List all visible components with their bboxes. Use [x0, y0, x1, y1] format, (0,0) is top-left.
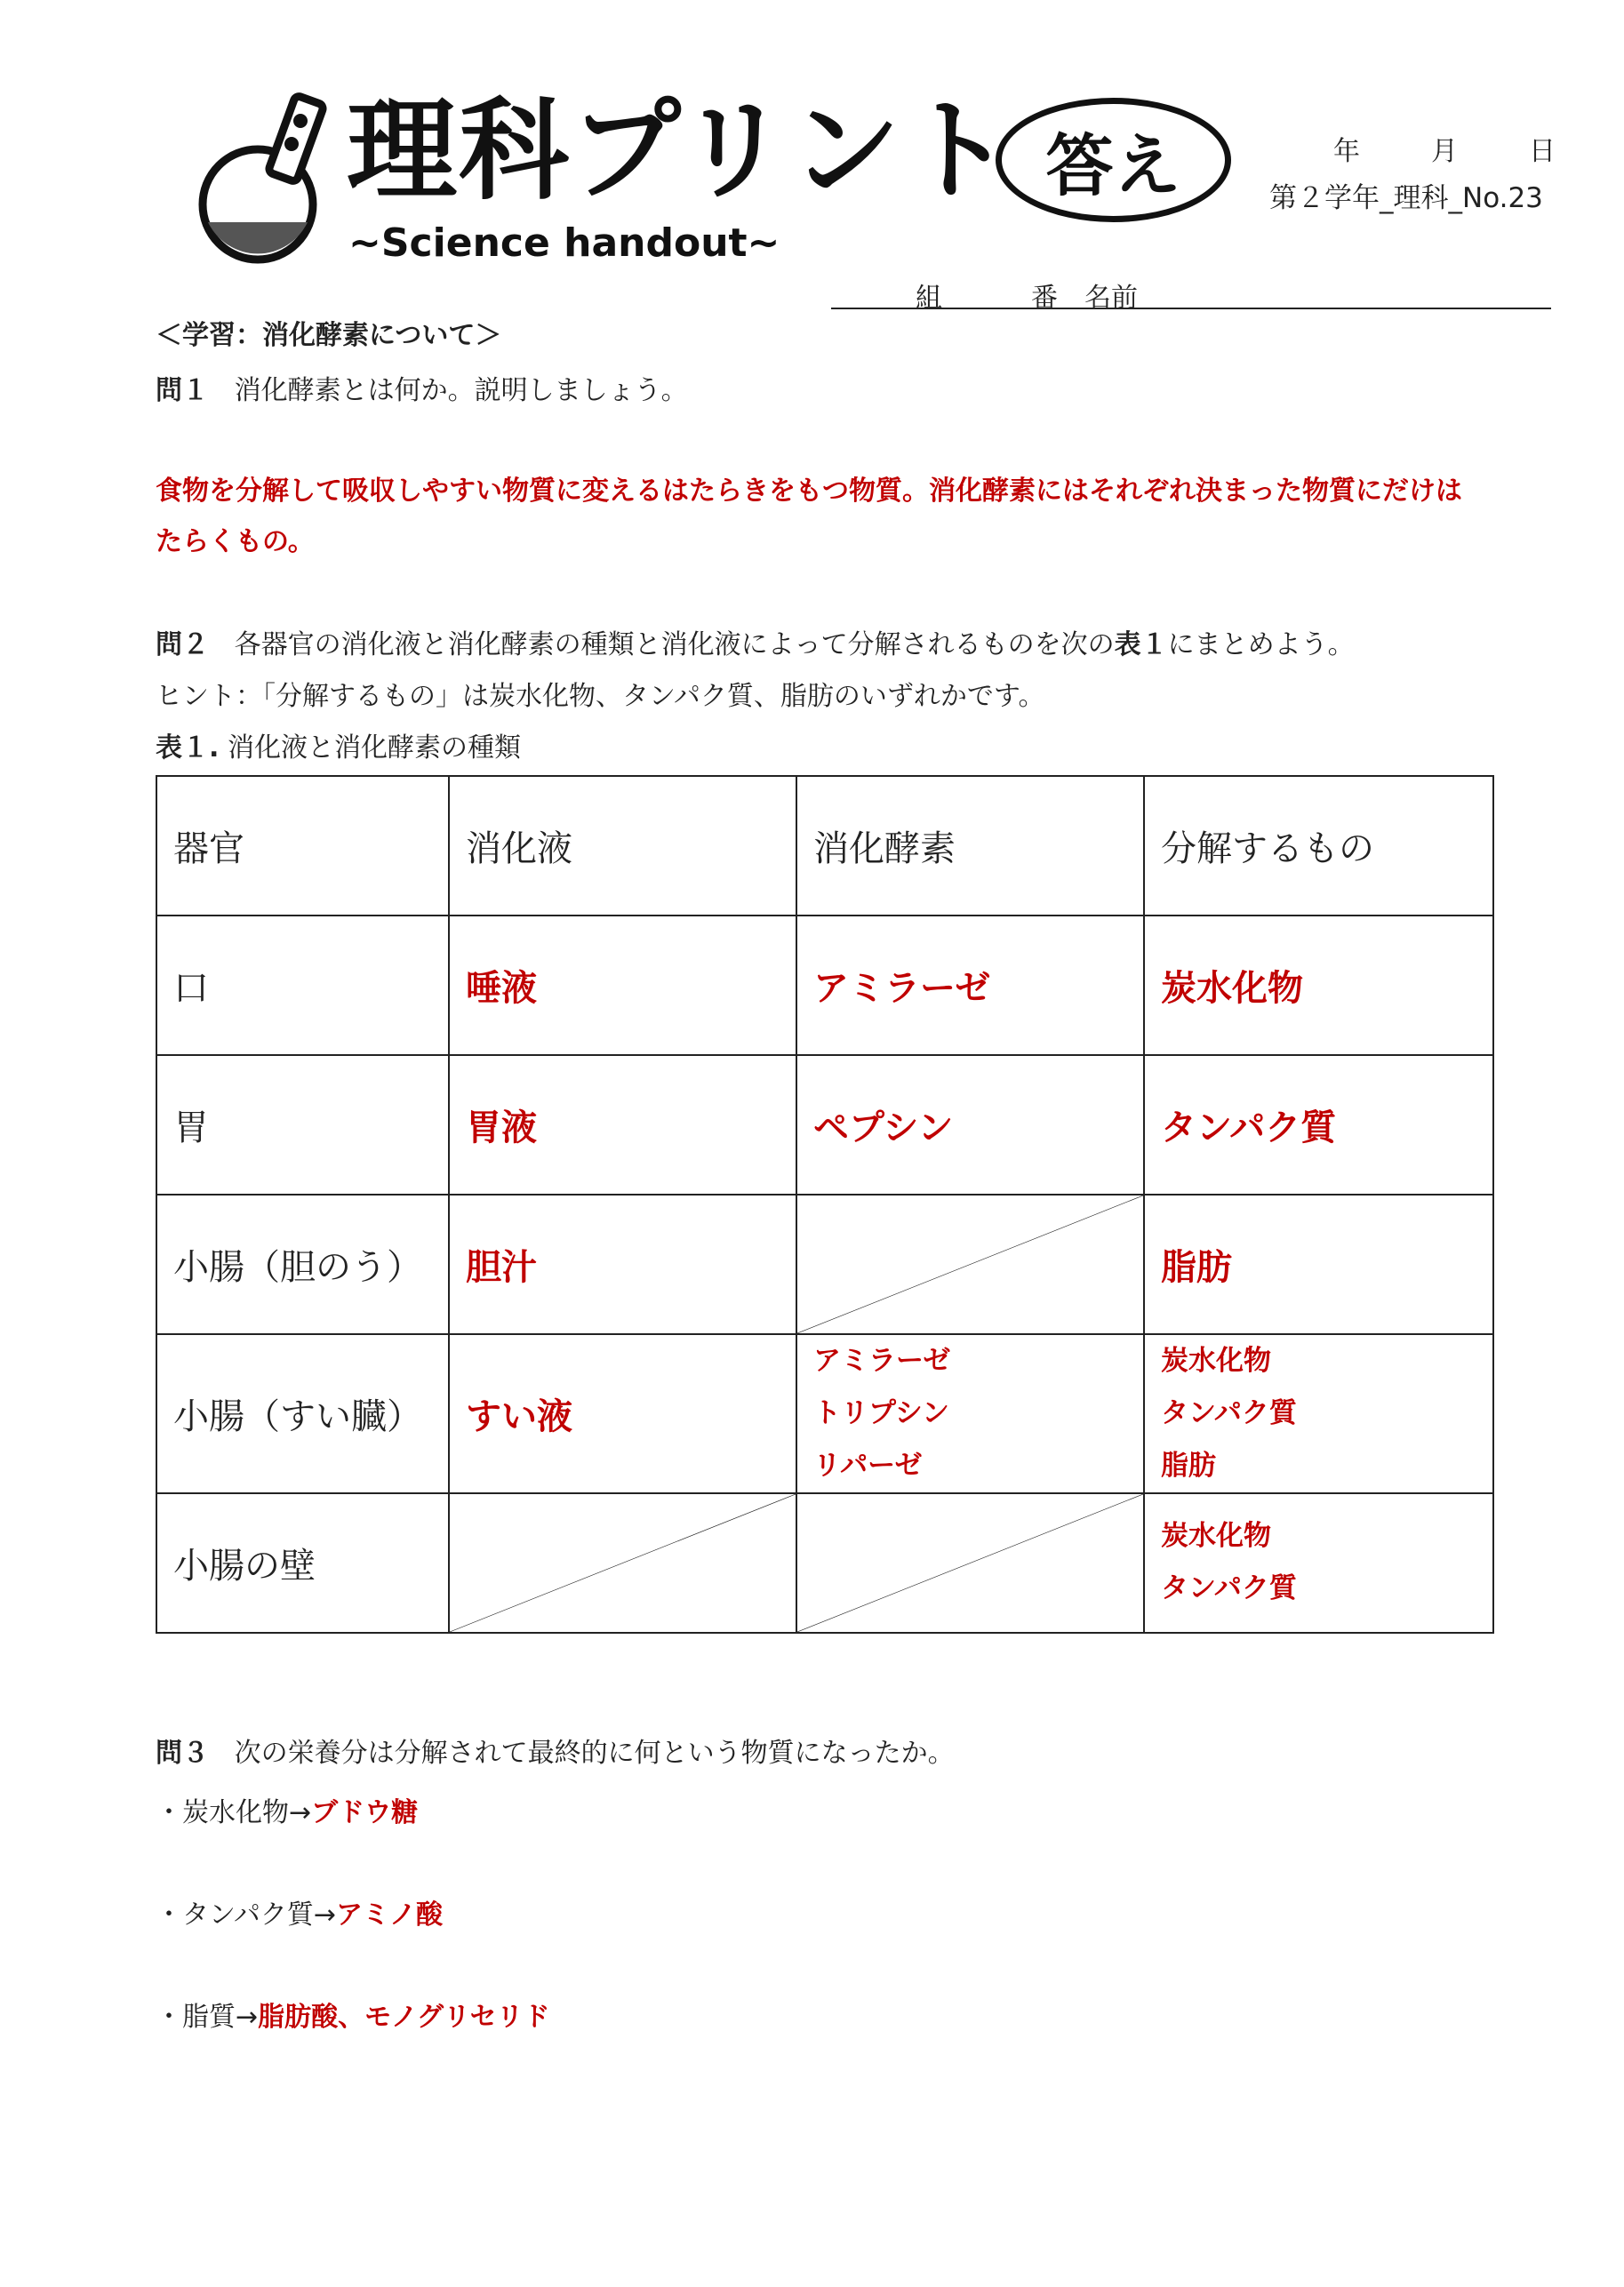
organ-cell: 小腸（胆のう） [156, 1195, 449, 1334]
table-caption-text: 消化液と消化酵素の種類 [227, 732, 521, 764]
table-row [156, 916, 1493, 1055]
empty-diagonal-cell [796, 1195, 1144, 1334]
table-header-row [156, 776, 1493, 916]
target-cell [1144, 1493, 1493, 1633]
page-title: 理科プリント [347, 87, 1015, 215]
table-row [156, 1334, 1493, 1493]
table-label: 表１. [156, 732, 220, 764]
class-label: 組 [916, 283, 942, 314]
header-enzyme: 消化酵素 [796, 776, 1144, 916]
date-year: 年 [1333, 136, 1360, 167]
target-item: タンパク質 [1161, 1572, 1297, 1605]
q3-item-prefix: ・タンパク質→ [156, 1899, 337, 1931]
q2-text-pre: 各器官の消化液と消化酵素の種類と消化液によって分解されるものを次の [234, 629, 1115, 660]
q2-question [156, 629, 1355, 661]
date-day: 日 [1529, 136, 1556, 167]
q1-answer-line2: たらくもの。 [156, 526, 315, 557]
table-row [156, 1055, 1493, 1195]
q2-text-post: にまとめよう。 [1167, 629, 1355, 660]
enzyme-item: リパーゼ [813, 1449, 923, 1482]
table-caption [156, 732, 521, 764]
juice-cell: すい液 [449, 1334, 796, 1493]
q3-item-answer: 脂肪酸、モノグリセリド [258, 2002, 550, 2033]
organ-cell: 口 [156, 916, 449, 1055]
q2-hint: ヒント：「分解するもの」は炭水化物、タンパク質、脂肪のいずれかです。 [156, 681, 1045, 712]
q1-text: 消化酵素とは何か。説明しましょう。 [234, 375, 688, 406]
diagonal-line [797, 1494, 1143, 1632]
organ-cell: 小腸（すい臓） [156, 1334, 449, 1493]
number-label: 番 [1031, 283, 1058, 314]
q1-answer-line1: 食物を分解して吸収しやすい物質に変えるはたらきをもつ物質。消化酵素にはそれぞれ決まった物質にだけは [156, 476, 1462, 507]
q2-label: 問２ [156, 629, 209, 660]
date-month: 月 [1431, 136, 1458, 167]
q3-item [156, 1899, 443, 1931]
target-item: 炭水化物 [1161, 1345, 1271, 1377]
q3-label: 問３ [156, 1738, 209, 1769]
empty-diagonal-cell [449, 1493, 796, 1633]
target-cell: 炭水化物 [1144, 916, 1493, 1055]
empty-diagonal-cell [796, 1493, 1144, 1633]
juice-cell: 唾液 [449, 916, 796, 1055]
q3-item-answer: ブドウ糖 [311, 1797, 419, 1828]
flask-icon [196, 89, 338, 267]
header-organ: 器官 [156, 776, 449, 916]
diagonal-line [450, 1494, 796, 1632]
q1-label: 問１ [156, 375, 209, 406]
organ-cell: 小腸の壁 [156, 1493, 449, 1633]
section-title: ＜学習：消化酵素について＞ [156, 320, 502, 351]
name-label: 名前 [1084, 283, 1138, 314]
q3-text: 次の栄養分は分解されて最終的に何という物質になったか。 [234, 1738, 955, 1769]
answer-badge: 答え [996, 98, 1231, 222]
target-item: タンパク質 [1161, 1396, 1297, 1429]
header-juice: 消化液 [449, 776, 796, 916]
q3-item-prefix: ・炭水化物→ [156, 1797, 312, 1828]
q3-item-answer: アミノ酸 [336, 1899, 444, 1931]
juice-cell: 胆汁 [449, 1195, 796, 1334]
q3-item [156, 1797, 418, 1829]
q2-text-bold: 表１ [1114, 629, 1168, 660]
enzyme-table [156, 775, 1494, 1634]
header-target: 分解するもの [1144, 776, 1493, 916]
juice-cell: 胃液 [449, 1055, 796, 1195]
enzyme-cell: アミラーゼ [796, 916, 1144, 1055]
enzyme-cell [796, 1334, 1144, 1493]
target-item: 炭水化物 [1161, 1520, 1271, 1553]
page-subtitle: ~Science handout~ [348, 220, 780, 266]
enzyme-cell: ペプシン [796, 1055, 1144, 1195]
handout-number: 第２学年_理科_No.23 [1269, 182, 1543, 214]
name-field-line [831, 276, 1551, 314]
diagonal-line [797, 1195, 1143, 1333]
target-cell: 脂肪 [1144, 1195, 1493, 1334]
q3-item-prefix: ・脂質→ [156, 2002, 259, 2033]
organ-cell: 胃 [156, 1055, 449, 1195]
q1-question [156, 375, 688, 407]
q3-question [156, 1738, 955, 1770]
target-cell: タンパク質 [1144, 1055, 1493, 1195]
date-fields [1333, 129, 1556, 168]
enzyme-item: アミラーゼ [813, 1345, 951, 1377]
table-row [156, 1493, 1493, 1633]
q3-item [156, 2002, 550, 2034]
enzyme-item: トリプシン [813, 1396, 949, 1429]
target-cell [1144, 1334, 1493, 1493]
table-row [156, 1195, 1493, 1334]
target-item: 脂肪 [1161, 1449, 1216, 1482]
